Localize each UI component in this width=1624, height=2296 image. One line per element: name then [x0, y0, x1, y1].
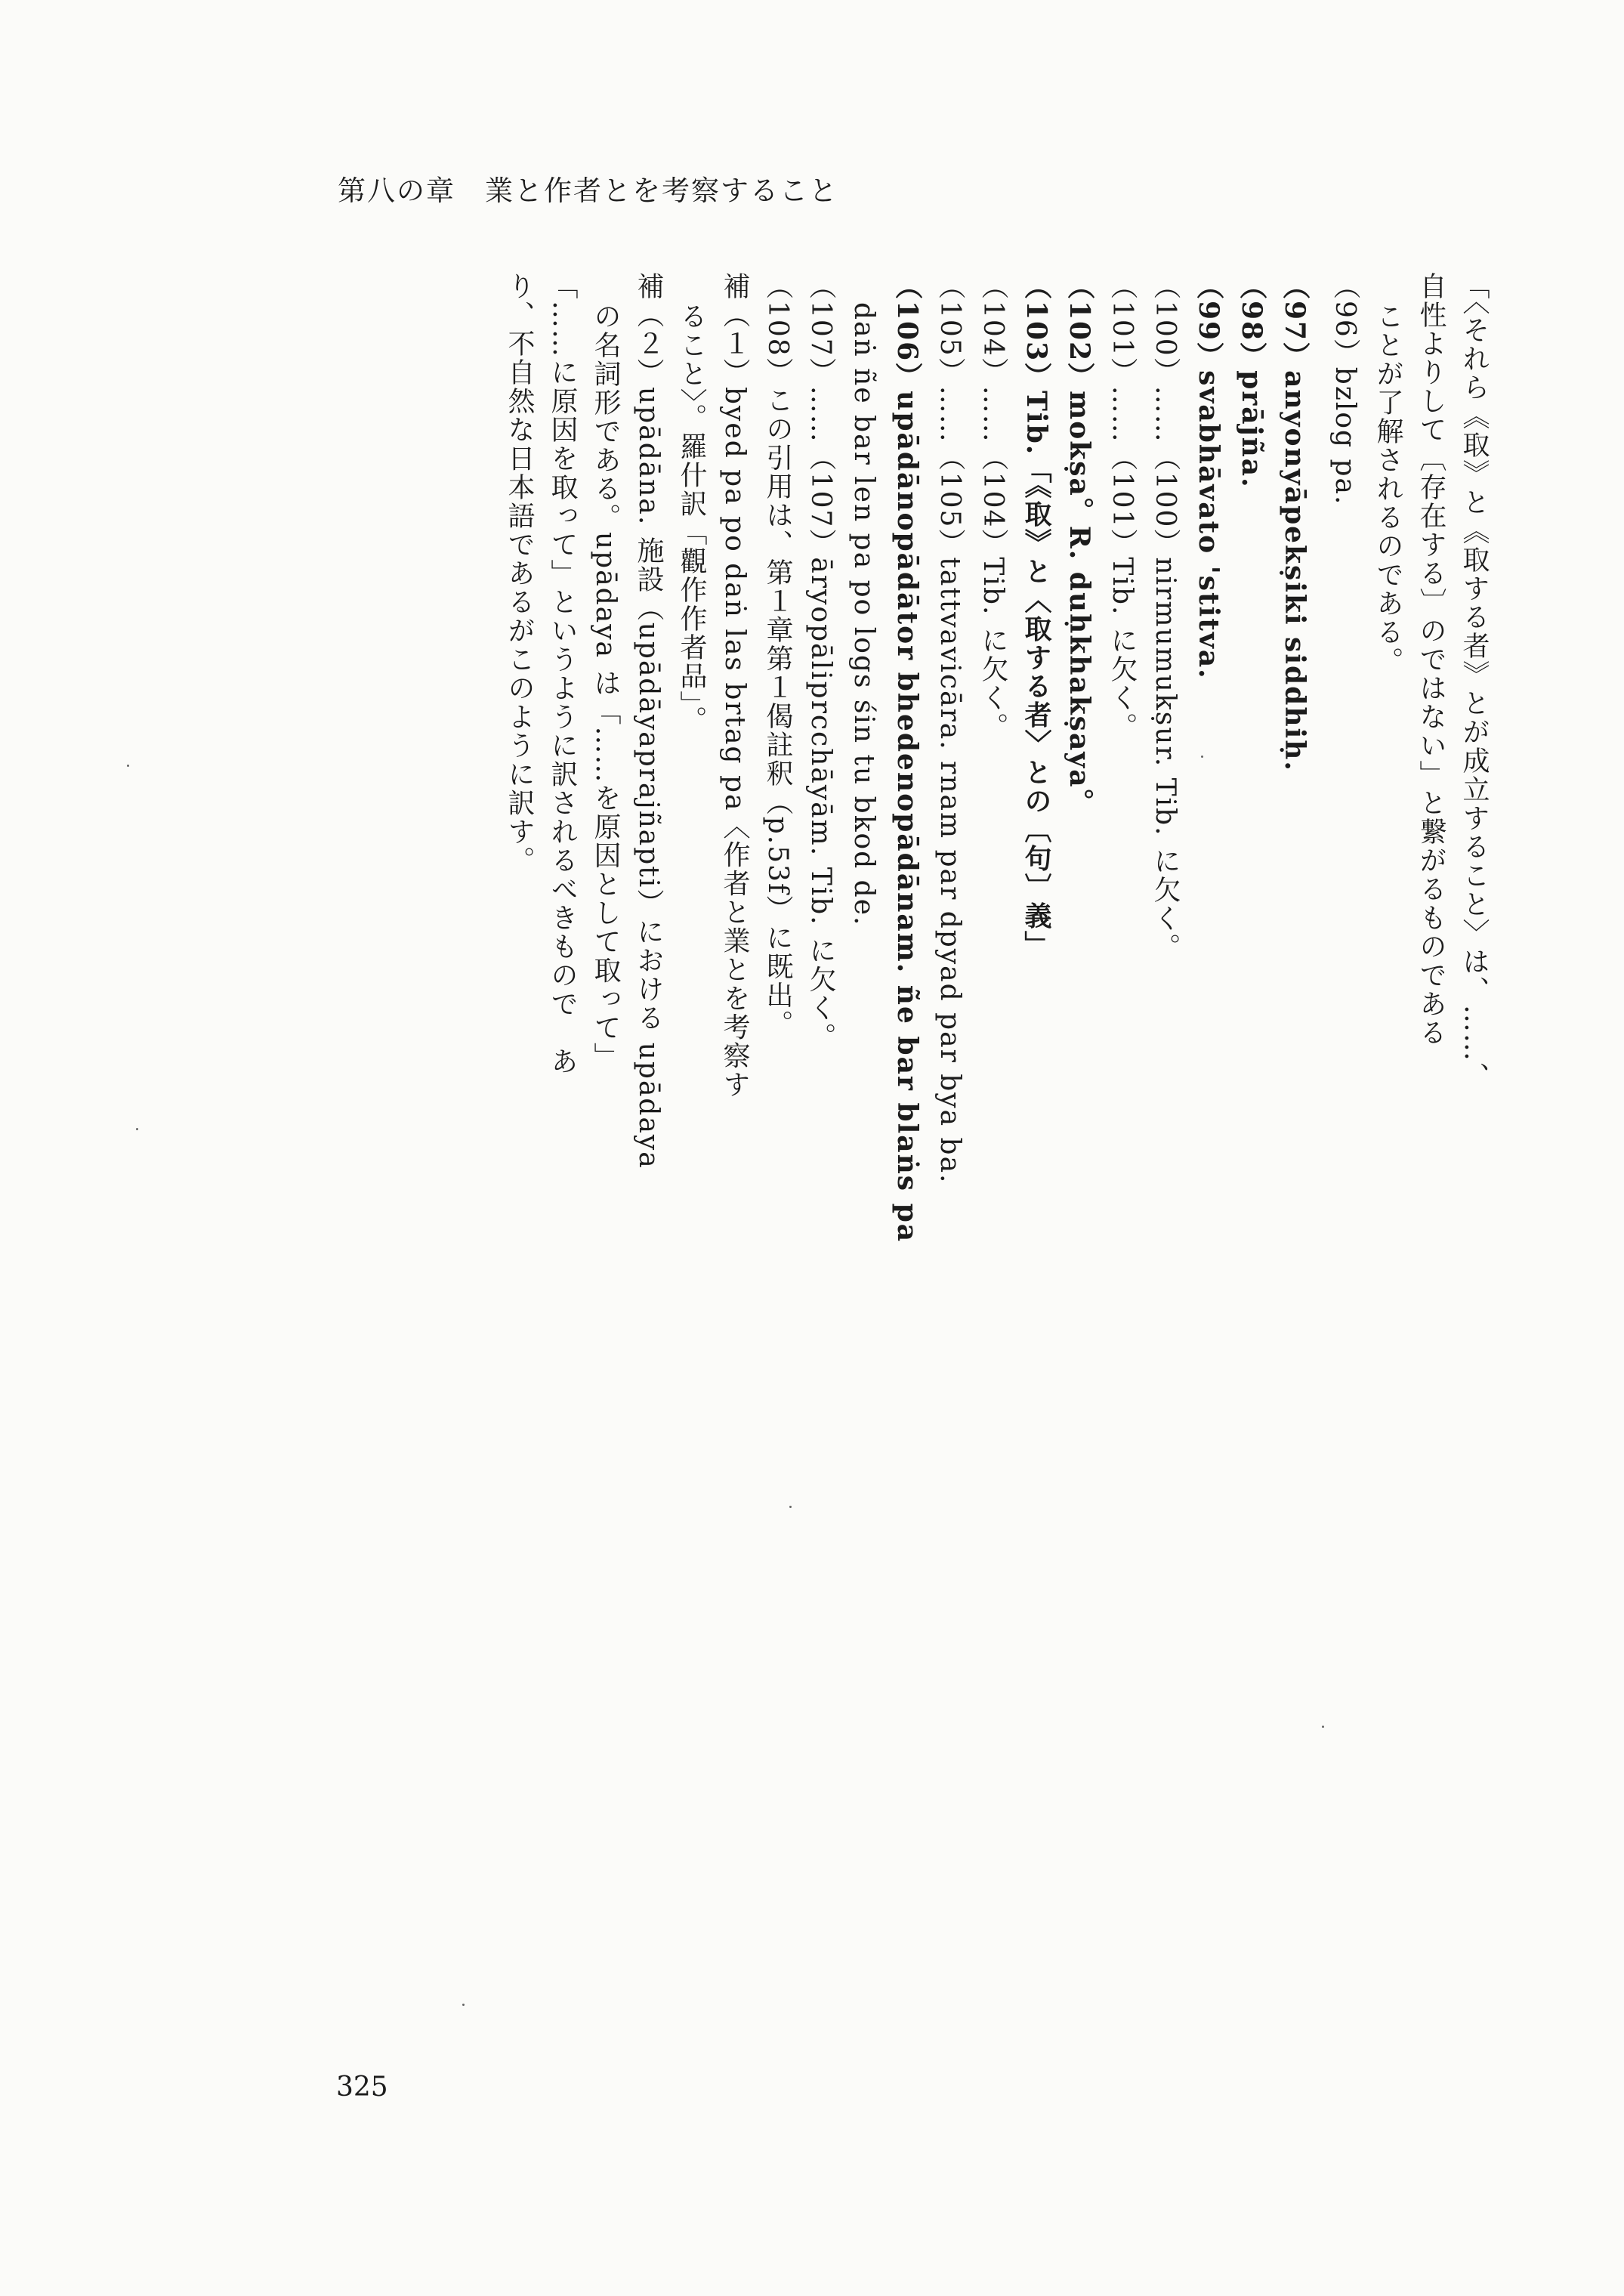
- supplement-note-1: 補（１）byed pa po daṅ las brtag pa〈作者と業とを考察す: [719, 272, 750, 1099]
- scan-speck: [136, 1128, 138, 1130]
- note-106-continued: daṅ ñe bar len pa po logs śin tu bkod de.: [848, 302, 879, 927]
- scan-speck: [1322, 1726, 1324, 1728]
- scan-speck: [462, 2004, 465, 2006]
- note-104: （104）……（104）Tib. に欠く。: [977, 272, 1008, 741]
- note-103: （103）Tib.「《取》と〈取する者〉との〔句〕義」: [1020, 272, 1052, 959]
- supplement-note-2: 補（２）upādāna. 施設（upādāyaprajñapti）における upādaya: [633, 272, 664, 1170]
- page-number: 325: [336, 2072, 388, 2103]
- text-line: 自性よりして〔存在する〕のではない」と繋がるものである: [1416, 272, 1446, 1047]
- note-106: （106）upādānopādātor bhedenopādānam. ñe bar blaṅs pa: [891, 272, 923, 1244]
- text-line: 「〈それら《取》と《取する者》とが成立すること〉は、……、: [1459, 272, 1490, 1091]
- note-98: （98）prājña.: [1236, 272, 1267, 489]
- scan-speck: [789, 1506, 792, 1508]
- supplement-note-1-continued: ること〉。羅什訳「觀作作者品」。: [676, 302, 707, 734]
- note-97: （97）anyonyāpekṣiki siddhiḥ.: [1279, 272, 1311, 772]
- note-101: （101）……（101）Tib. に欠く。: [1107, 272, 1138, 741]
- note-105: （105）……（105）tattvavicāra. rnam par dpyad par bya ba.: [934, 272, 965, 1185]
- note-102: （102）mokṣa。R. duḥkhakṣaya。: [1064, 272, 1095, 817]
- supplement-note-2-continued: り、不自然な日本語であるがこのように訳す。: [504, 272, 535, 875]
- supplement-note-2-continued: 「……に原因を取って」というように訳されるべきもので あ: [547, 272, 578, 1076]
- running-header: 第八の章 業と作者とを考察すること: [338, 175, 838, 207]
- note-99: （99）svabhāvato 'stitva.: [1193, 272, 1224, 680]
- note-100: （100）……（100）nirmumukṣur. Tib. に欠く。: [1150, 272, 1181, 963]
- note-107: （107）……（107）āryopāliprcchāyām. Tib. に欠く。: [805, 272, 836, 1052]
- scan-speck: [127, 765, 129, 767]
- note-108: （108）この引用は、第１章第１偈註釈（p.53f）に既出。: [762, 272, 793, 1039]
- body-text: [306, 272, 1496, 1244]
- scan-speck: [1201, 756, 1203, 758]
- text-line: ことが了解されるのである。: [1372, 302, 1403, 675]
- supplement-note-2-continued: の名詞形である。upādaya は「……を原因として取って」: [590, 302, 621, 1071]
- note-96: （96）bzlog pa.: [1329, 272, 1360, 506]
